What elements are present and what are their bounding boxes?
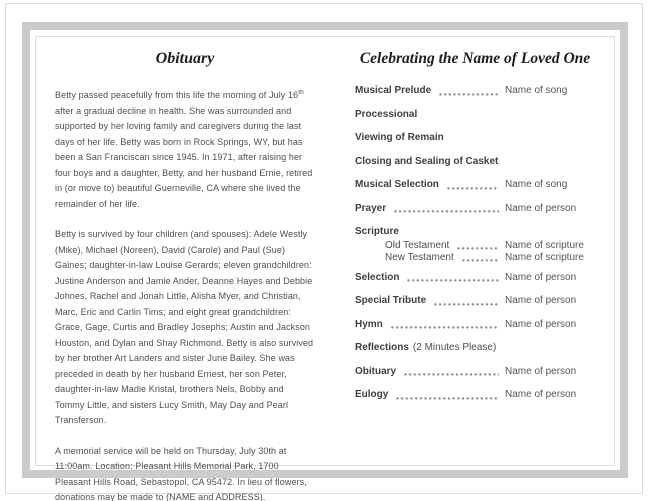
program-subitem-value: Name of scripture [505, 239, 584, 251]
program-item-label: Selection [355, 271, 400, 283]
dotted-leader [447, 187, 499, 190]
program-subitem-old-testament [385, 240, 595, 252]
program-item-value: Name of song [505, 85, 568, 96]
dotted-leader [439, 93, 499, 96]
dotted-leader [391, 326, 499, 329]
obituary-paragraph-1-start: Betty passed peacefully from this life the morning of July 16 [55, 90, 299, 100]
page-content [55, 46, 595, 501]
program-item-value: Name of person [505, 389, 577, 400]
program-subitem-label: New Testament [385, 251, 454, 263]
program-item-musical-selection [355, 179, 595, 192]
program-item-value: Name of person [505, 202, 577, 214]
program-item-value: Name of song [505, 179, 568, 190]
program-item-label: Prayer [355, 202, 387, 214]
program-item-closing-and-sealing [355, 156, 595, 169]
program-item-label: Scripture [355, 226, 399, 237]
program-item-label: Musical Selection [355, 179, 439, 190]
program-item-prayer [355, 203, 595, 216]
program-subitem-value: Name of scripture [505, 251, 584, 263]
obituary-title: Obituary [155, 50, 215, 67]
program-subitem-label: Old Testament [385, 239, 450, 251]
obituary-paragraph-1-rest: after a gradual decline in health. She was surrounded and supported by her loving family and caregivers during the last days of her life. Betty was born in Rock Springs, WY, but has been a San Franciscan since 1945. In 1971, after raising her four boys and a daughter, Betty, and her husband Ernie, retired in (or move to) beautiful Guerneville, CA where she lived the remainder of her life. [55, 105, 313, 209]
obituary-paragraph-1 [55, 85, 315, 212]
program-item-value: Name of person [505, 271, 577, 283]
superscript-th: th [298, 89, 304, 96]
program-item-eulogy [355, 389, 595, 402]
program-item-label: Viewing of Remain [355, 132, 444, 143]
program-subitem-new-testament [385, 252, 595, 264]
program-item-viewing-of-remain [355, 132, 595, 145]
program-item-scripture-group [355, 226, 595, 264]
dotted-leader [396, 397, 499, 400]
program-item-scripture [355, 226, 595, 239]
obituary-section [55, 46, 315, 501]
program-item-suffix: (2 Minutes Please) [412, 342, 497, 353]
program-item-label: Hymn [355, 318, 383, 330]
dotted-leader [462, 259, 499, 262]
program-item-label: Closing and Sealing of Casket [355, 155, 499, 167]
program-item-selection [355, 272, 595, 285]
order-of-service-title: Celebrating the Name of Loved One [359, 50, 591, 67]
dotted-leader [394, 210, 499, 213]
program-item-obituary [355, 366, 595, 379]
obituary-paragraph-3: A memorial service will be held on Thursday, July 30th at 11:00am. Location: Pleasant Hills Memorial Park, 1700 Pleasant Hills Road, Sebastopol, CA 95472. In lieu of flowers, donations may be made to (NAME and ADDRESS). [55, 445, 307, 501]
program-item-processional [355, 109, 595, 122]
program-item-label: Processional [355, 108, 418, 120]
program-item-special-tribute [355, 295, 595, 308]
program-item-label: Special Tribute [355, 295, 427, 306]
dotted-leader [457, 247, 499, 250]
dotted-leader [404, 373, 499, 376]
program-item-label: Reflections [355, 342, 409, 353]
program-item-value: Name of person [505, 295, 577, 306]
obituary-text [55, 85, 315, 501]
program-item-hymn [355, 319, 595, 332]
program-item-label: Obituary [355, 365, 397, 377]
dotted-leader [434, 303, 499, 306]
dotted-leader [407, 279, 499, 282]
program-item-label: Musical Prelude [355, 85, 432, 96]
order-of-service-list [355, 85, 595, 402]
program-item-musical-prelude [355, 85, 595, 98]
program-item-label: Eulogy [355, 389, 389, 400]
program-item-value: Name of person [505, 318, 577, 330]
obituary-paragraph-2: Betty is survived by four children (and spouses): Adele Westly (Mike), Michael (Noreen), David (Carole) and Paul (Sue) Gaines; daughter-in-law Louise Gerards; eleven grandchildren: Justine Anderson and Jamie Ander, Deanne Hayes and Debbie Johnes, Rachel and Jonah Little, Alisha Myer, and Christian, Marc, Eric and Carlin Tims; and eight great grandchildren: Grace, Gage, Curtis and Bradley Josephs; Austin and Jackson Houston, and Dylan and Shay Richmond. Betty is also survived by her brother Art Landers and sister June Bailey. She was preceded in death by her husband Ernest, her son Peter, daughter-in-law Madie Kristal, brothers Nels, Bobby and Tommy Little, and sisters Lucy Smith, May Day and Pearl Transferson. [55, 229, 314, 425]
order-of-service-section [355, 46, 595, 501]
program-item-reflections [355, 342, 595, 355]
program-item-value: Name of person [505, 365, 577, 377]
